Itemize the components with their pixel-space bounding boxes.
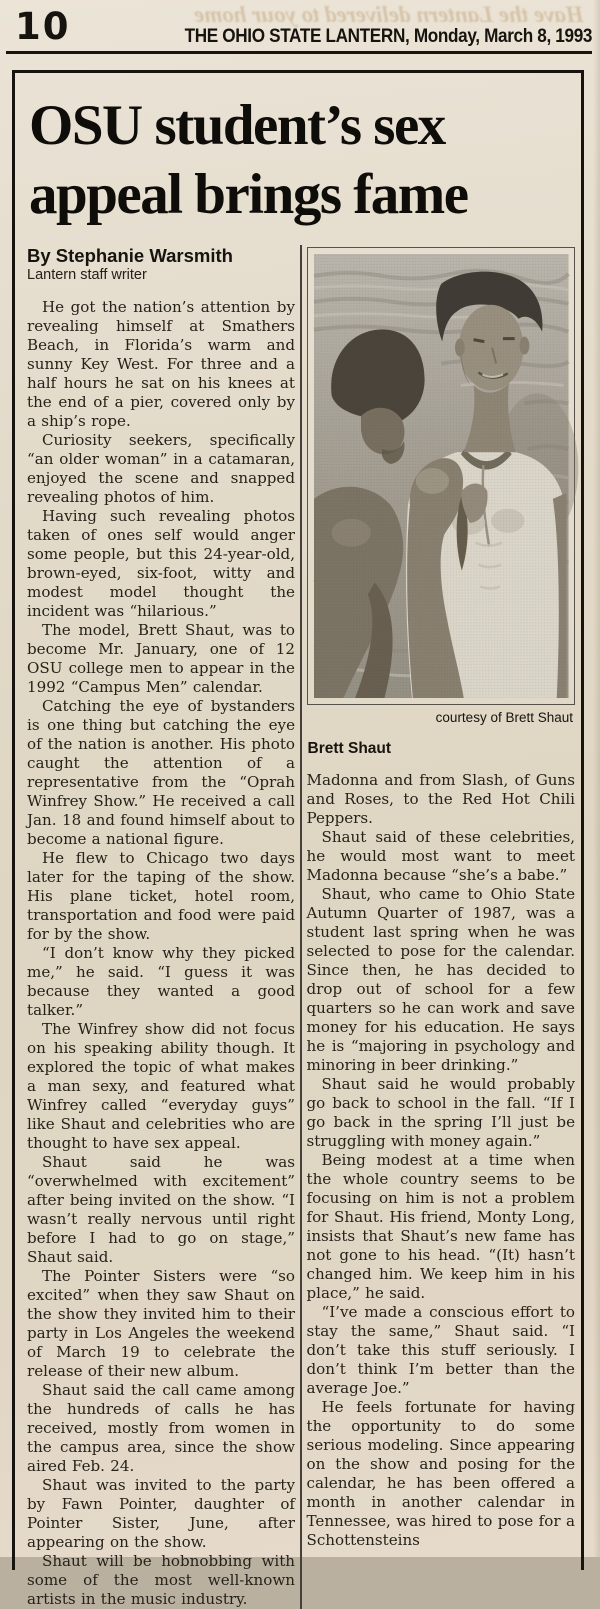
article-paragraph: Shaut said of these celebrities, he would most want to meet Madonna because “she’s a babe.” [306,828,575,884]
article-paragraph: He flew to Chicago two days later for the taping of the show. His plane ticket, hotel room, transportation and food were paid for by the show. [27,849,295,943]
bleed-through-text: Have the Lantern delivered to your home [194,2,584,27]
column-right-paragraphs [307,771,576,1550]
article-paragraph: Shaut was invited to the party by Fawn Pointer, daughter of Pointer Sister, June, after appearing on the show. [27,1476,295,1551]
page-edge-shadow [593,0,600,1557]
masthead-rule [6,51,592,54]
article-paragraph: Having such revealing photos taken of ones self would anger some people, but this 24-year-old, brown-eyed, six-foot, witty and modest model thought the incident was “hilarious.” [27,507,295,620]
byline-title: Lantern staff writer [27,267,147,283]
byline: By Stephanie Warsmith [27,245,233,266]
article-columns [27,245,575,1609]
article-paragraph: He got the nation’s attention by revealing himself at Smathers Beach, in Florida’s warm and sunny Key West. For three and a half hours he sat on his knees at the end of a pier, covered only by a ship’s rope. [27,298,295,430]
article-paragraph: Shaut said he would probably go back to school in the fall. “If I go back in the spring I’ll just be struggling with money again.” [306,1075,575,1150]
article-paragraph: Being modest at a time when the whole country seems to be focusing on him is not a problem for Shaut. His friend, Monty Long, insists that Shaut’s new fame has not gone to his head. “(It) hasn’t changed him. We keep him in his place,” he said. [306,1151,575,1302]
article-paragraph: The Pointer Sisters were “so excited” when they saw Shaut on the show they invited him to their party in Los Angeles the weekend of March 19 to celebrate the release of their new album. [27,1267,295,1380]
headline [29,91,575,229]
article-paragraph: Madonna and from Slash, of Guns and Roses, to the Red Hot Chili Peppers. [306,771,575,827]
article-paragraph: Curiosity seekers, specifically “an older woman” in a catamaran, enjoyed the scene and snapped revealing photos of him. [27,431,295,506]
headline-line-1: OSU student’s sex [29,94,445,157]
brett-shaut-photo [307,247,576,705]
article-paragraph: He feels fortunate for having the opportunity to do some serious modeling. Since appearing on the show and posing for the calendar, he has been offered a month in another calendar in Tennessee, was hired to pose for a Schottensteins [306,1398,575,1549]
article-paragraph: Shaut said the call came among the hundreds of calls he has received, mostly from women in the campus area, since the show aired Feb. 24. [27,1381,295,1475]
article-paragraph: Shaut, who came to Ohio State Autumn Quarter of 1987, was a student last spring when he was selected to pose for the calendar. Since then, he has decided to drop out of school for a few quarters so he can work and save money for his education. He says he is “majoring in psychology and minoring in beer drinking.” [306,885,575,1074]
photo-credit: courtesy of Brett Shaut [435,710,573,725]
article-box [12,70,584,1608]
column-divider-rule [300,245,302,1609]
article-paragraph: Shaut said he was “overwhelmed with excitement” after being invited on the show. “I wasn’t really nervous until right before I had to go on stage,” Shaut said. [27,1153,295,1266]
article-paragraph: The model, Brett Shaut, was to become Mr. January, one of 12 OSU college men to appear in the 1992 “Campus Men” calendar. [27,621,295,696]
column-left [27,245,295,1609]
masthead: THE OHIO STATE LANTERN, Monday, March 8, 1993 [184,25,592,47]
article-paragraph: “I’ve made a conscious effort to stay the same,” Shaut said. “I don’t take this stuff seriously. I don’t think I’m better than the average Joe.” [306,1303,575,1397]
article-paragraph: Shaut will be hobnobbing with some of the most well-known artists in the music industry. [27,1552,295,1608]
column-left-paragraphs [27,298,295,1609]
column-right [307,245,576,1609]
article-paragraph: “I don’t know why they picked me,” he said. “I guess it was because they wanted a good talker.” [27,944,295,1019]
article-paragraph: Catching the eye of bystanders is one thing but catching the eye of the nation is another. His photo caught the attention of a representative from the “Oprah Winfrey Show.” He received a call Jan. 18 and found himself about to become a national figure. [27,697,295,848]
photo-cutline-name: Brett Shaut [307,740,392,757]
article-paragraph: The Winfrey show did not focus on his speaking ability though. It explored the topic of what makes a man sexy, and featured what Winfrey called “everyday guys” like Shaut and celebrities who are thought to have sex appeal. [27,1020,295,1152]
page-number: 10 [15,5,71,48]
photo-illustration [314,254,569,698]
headline-line-2: appeal brings fame [29,163,468,226]
